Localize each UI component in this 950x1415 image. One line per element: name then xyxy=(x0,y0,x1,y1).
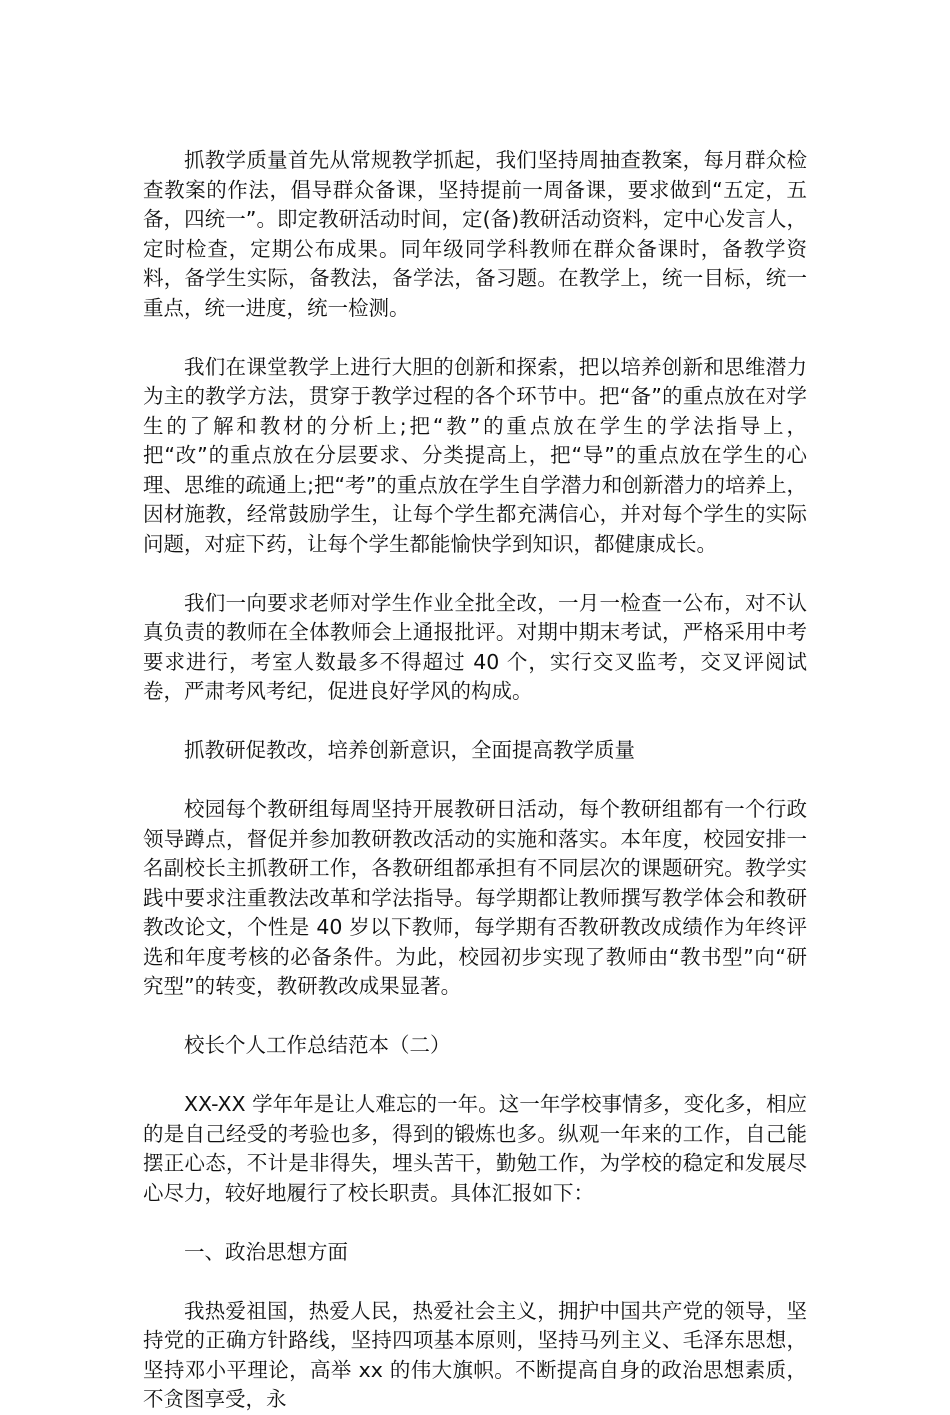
section-heading-research: 抓教研促教改，培养创新意识，全面提高教学质量 xyxy=(184,738,635,762)
section-heading-political-thought: 一、政治思想方面 xyxy=(184,1239,348,1264)
paragraph-research-groups: 校园每个教研组每周坚持开展教研日活动，每个教研组都有一个行政领导蹲点，督促并参加教研教改活动的实施和落实。本年度，校园安排一名副校长主抓教研工作，各教研组都承担有不同层次的课题研究。教学实践中要求注重教法改革和学法指导。每学期都让教师撰写教学体会和教研教改论文，个性是 40 岁以下教师，每学期有否教研教改成绩作为年终评选和年度考核的必备条件。为此，校园初步实现了教师由“教书型”向“研究型”的转变，教研教改成果显著。 xyxy=(143,797,807,998)
document-page xyxy=(143,146,807,1415)
paragraph-teaching-quality: 抓教学质量首先从常规教学抓起，我们坚持周抽查教案，每月群众检查教案的作法，倡导群众备课，坚持提前一周备课，要求做到“五定，五备，四统一”。即定教研活动时间，定(备)教研活动资料，定中心发言人，定时检查，定期公布成果。同年级同学科教师在群众备课时，备教学资料，备学生实际，备教法，备学法，备习题。在教学上，统一目标，统一重点，统一进度，统一检测。 xyxy=(143,148,807,320)
paragraph-homework-exams: 我们一向要求老师对学生作业全批全改，一月一检查一公布，对不认真负责的教师在全体教师会上通报批评。对期中期末考试，严格采用中考要求进行，考室人数最多不得超过 40 个，实行交叉监考，交叉评阅试卷，严肃考风考纪，促进良好学风的构成。 xyxy=(143,590,807,703)
paragraph-year-overview: XX-XX 学年年是让人难忘的一年。这一年学校事情多，变化多，相应的是自己经受的考验也多，得到的锻炼也多。纵观一年来的工作，自己能摆正心态，不计是非得失，埋头苦干，勤勉工作，为学校的稳定和发展尽心尽力，较好地履行了校长职责。具体汇报如下： xyxy=(143,1092,807,1205)
section-heading-summary-two: 校长个人工作总结范本（二） xyxy=(184,1033,451,1057)
paragraph-classroom-innovation: 我们在课堂教学上进行大胆的创新和探索，把以培养创新和思维潜力为主的教学方法，贯穿于教学过程的各个环节中。把“备”的重点放在对学生的了解和教材的分析上;把“教”的重点放在学生的学法指导上，把“改”的重点放在分层要求、分类提高上，把“导”的重点放在学生的心理、思维的疏通上;把“考”的重点放在学生自学潜力和创新潜力的培养上，因材施教，经常鼓励学生，让每个学生都充满信心，并对每个学生的实际问题，对症下药，让每个学生都能愉快学到知识，都健康成长。 xyxy=(143,354,807,556)
paragraph-political-thought: 我热爱祖国，热爱人民，热爱社会主义，拥护中国共产党的领导，坚持党的正确方针路线，坚持四项基本原则，坚持马列主义、毛泽东思想，坚持邓小平理论，高举 xx 的伟大旗帜。不断提高自身的政治思想素质，不贪图享受，永 xyxy=(143,1298,807,1411)
